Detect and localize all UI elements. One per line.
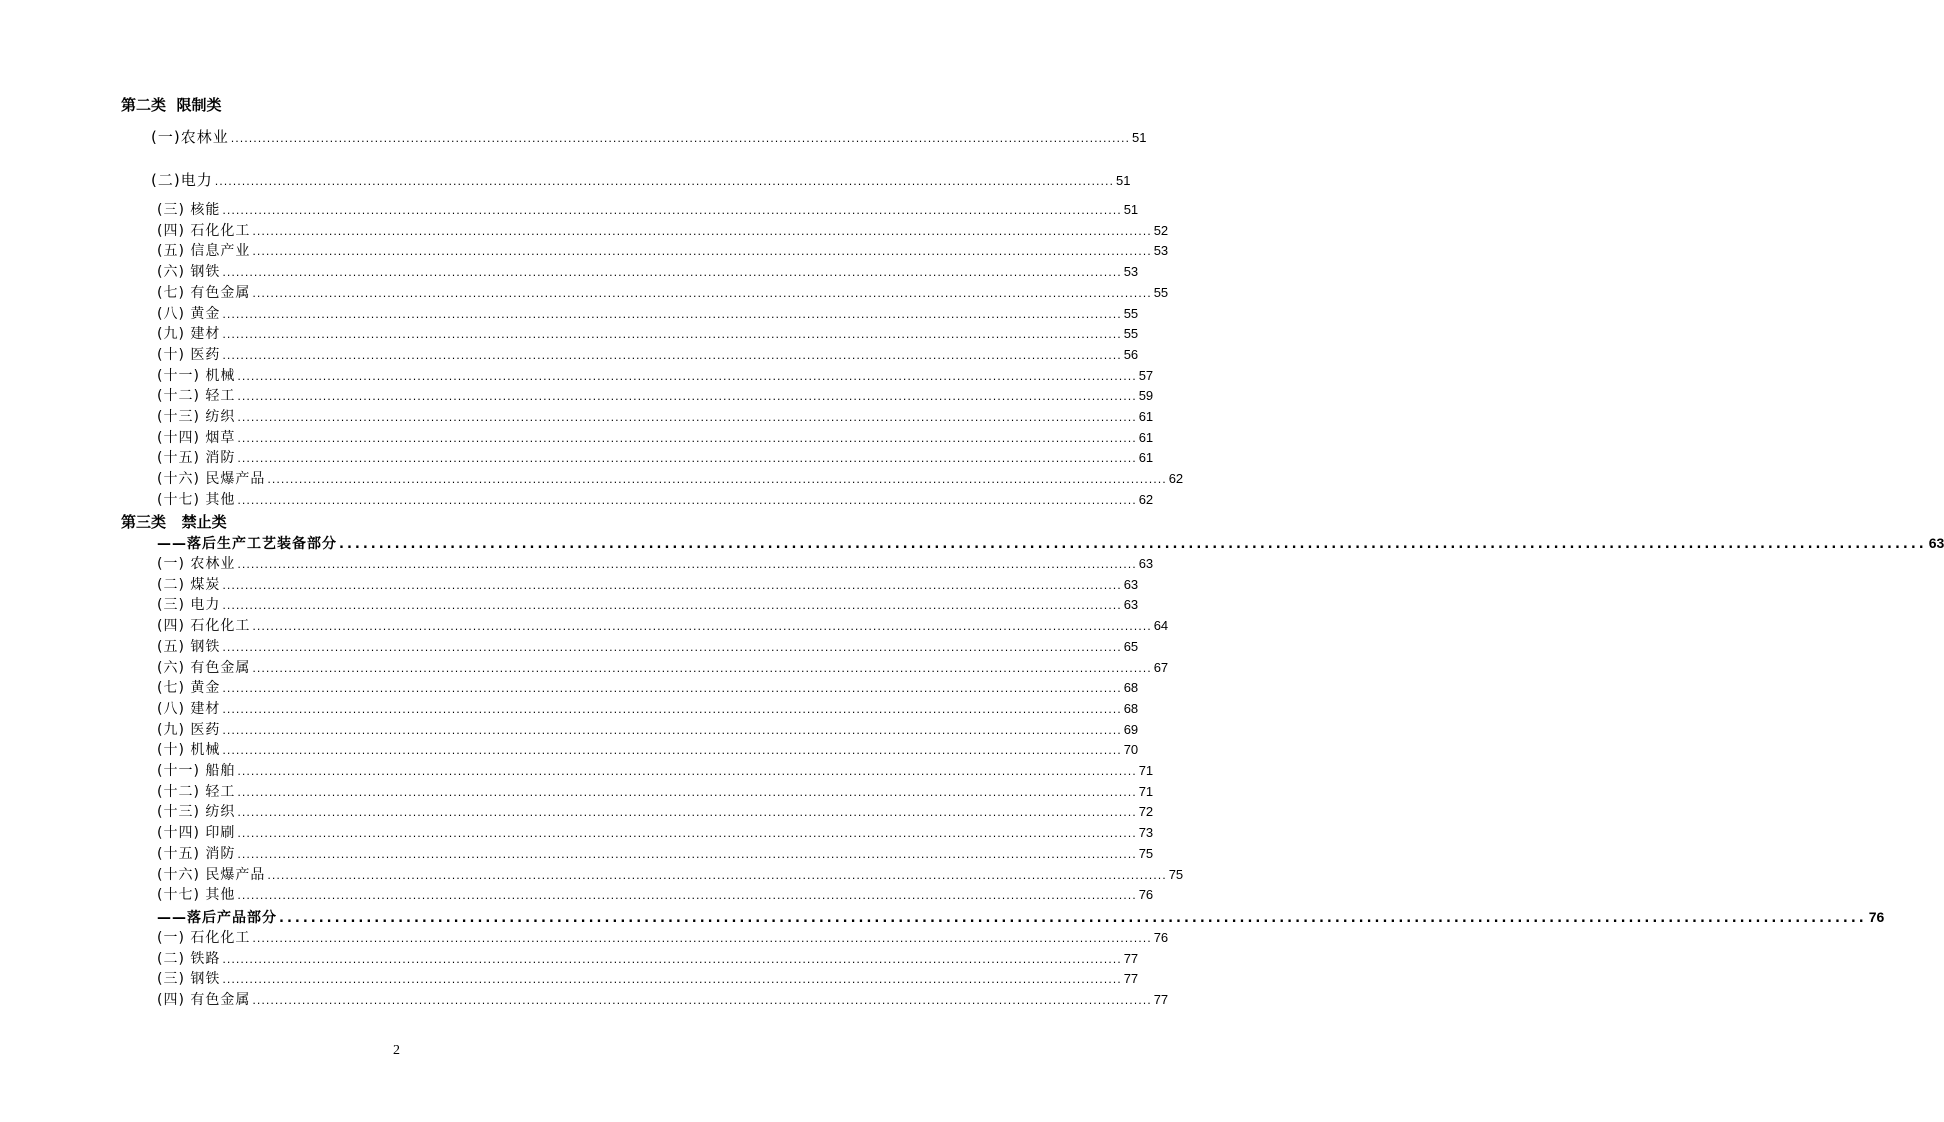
toc-leader-dots: ........................................................................................................................................................................................................ bbox=[252, 224, 1152, 238]
toc-entry-label: (一) 农林业 bbox=[157, 556, 236, 572]
toc-leader-dots: ........................................................................................................................................................................................................ bbox=[237, 806, 1137, 820]
toc-leader-dots: ........................................................................................................................................................................................................ bbox=[222, 328, 1122, 342]
toc-entry-page: 63 bbox=[1123, 576, 1139, 592]
toc-leader-dots: ........................................................................................................................................................................................................ bbox=[267, 868, 1167, 882]
toc-entry[interactable] bbox=[157, 949, 1139, 969]
toc-entry-label: (十) 医药 bbox=[157, 346, 221, 363]
toc-entry-label: (四) 有色金属 bbox=[157, 992, 251, 1009]
toc-entry[interactable] bbox=[157, 200, 1139, 220]
toc-leader-dots: ........................................................................................................................................................................................................ bbox=[222, 702, 1122, 716]
toc-entry[interactable] bbox=[157, 823, 1154, 843]
toc-entry-label: (十一) 船舶 bbox=[157, 763, 236, 779]
toc-entry[interactable] bbox=[157, 221, 1169, 241]
toc-leader-dots: ........................................................................................................................................................................................................ bbox=[237, 785, 1137, 799]
toc-leader-dots: ........................................................................................................................................................................................................ bbox=[339, 537, 1927, 552]
toc-entry-label: (二) 煤炭 bbox=[157, 576, 221, 593]
toc-entry-page: 75 bbox=[1168, 866, 1184, 882]
toc-entry-label: (十三) 纺织 bbox=[157, 409, 236, 425]
toc-leader-dots: ........................................................................................................................................................................................................ bbox=[252, 661, 1152, 675]
section-heading-restricted: 第二类 限制类 bbox=[121, 96, 222, 114]
toc-leader-dots: ........................................................................................................................................................................................................ bbox=[230, 132, 1131, 145]
toc-leader-dots: ........................................................................................................................................................................................................ bbox=[237, 411, 1137, 424]
toc-entry-page: 55 bbox=[1123, 305, 1139, 321]
toc-leader-dots: ........................................................................................................................................................................................................ bbox=[237, 889, 1137, 903]
toc-entry[interactable] bbox=[157, 928, 1169, 948]
toc-entry-page: 61 bbox=[1138, 450, 1154, 466]
toc-entry-page: 63 bbox=[1123, 597, 1139, 613]
toc-leader-dots: ........................................................................................................................................................................................................ bbox=[222, 744, 1122, 758]
toc-leader-dots: ........................................................................................................................................................................................................ bbox=[222, 682, 1122, 696]
toc-entry-page: 71 bbox=[1138, 783, 1154, 799]
toc-entry[interactable] bbox=[157, 386, 1154, 406]
toc-entry-label: (十三) 纺织 bbox=[157, 804, 236, 821]
toc-entry[interactable] bbox=[157, 283, 1169, 303]
toc-entry[interactable] bbox=[157, 448, 1154, 468]
section-heading-prohibited: 第三类 禁止类 bbox=[121, 513, 227, 531]
toc-entry-label: (二)电力 bbox=[151, 171, 213, 189]
toc-subsection-page: 76 bbox=[1868, 909, 1885, 925]
toc-entry[interactable] bbox=[157, 802, 1154, 822]
toc-subsection-page: 63 bbox=[1928, 535, 1944, 551]
toc-leader-dots: ........................................................................................................................................................................................................ bbox=[222, 599, 1122, 613]
toc-entry-page: 53 bbox=[1123, 264, 1139, 280]
toc-entry-page: 76 bbox=[1153, 930, 1169, 945]
toc-subsection-outdated-processes[interactable] bbox=[157, 533, 1944, 553]
toc-entry-page: 57 bbox=[1138, 367, 1154, 383]
toc-entry-label: (八) 建材 bbox=[157, 700, 221, 717]
toc-entry-page: 72 bbox=[1138, 804, 1154, 820]
toc-entry-label: (三) 电力 bbox=[157, 597, 221, 614]
toc-leader-dots: ........................................................................................................................................................................................................ bbox=[237, 827, 1137, 841]
toc-entry-page: 51 bbox=[1116, 173, 1131, 188]
toc-entry-page: 55 bbox=[1123, 326, 1139, 342]
toc-entry[interactable] bbox=[157, 469, 1184, 489]
toc-entry-page: 64 bbox=[1153, 618, 1169, 634]
toc-entry[interactable] bbox=[157, 969, 1139, 989]
toc-entry-label: (二) 铁路 bbox=[157, 950, 221, 967]
page-number-footer: 2 bbox=[393, 1043, 400, 1058]
toc-entry[interactable] bbox=[157, 844, 1154, 864]
toc-entry-label: (九) 医药 bbox=[157, 721, 221, 738]
toc-leader-dots: ........................................................................................................................................................................................................ bbox=[222, 723, 1122, 737]
toc-entry-label: (十) 机械 bbox=[157, 742, 221, 759]
toc-entry-label: (十六) 民爆产品 bbox=[157, 866, 266, 883]
toc-entry[interactable] bbox=[157, 678, 1139, 698]
toc-entry-page: 73 bbox=[1138, 825, 1154, 841]
toc-entry[interactable] bbox=[157, 595, 1139, 615]
toc-entry[interactable] bbox=[157, 304, 1139, 324]
toc-leader-dots: ........................................................................................................................................................................................................ bbox=[222, 307, 1122, 321]
toc-leader-dots: ........................................................................................................................................................................................................ bbox=[222, 348, 1122, 362]
toc-entry[interactable] bbox=[157, 885, 1154, 905]
toc-entry-label: (十四) 印刷 bbox=[157, 825, 236, 842]
toc-leader-dots: ........................................................................................................................................................................................................ bbox=[222, 266, 1122, 280]
toc-entry[interactable] bbox=[157, 616, 1169, 636]
toc-leader-dots: ........................................................................................................................................................................................................ bbox=[237, 390, 1137, 404]
toc-entry[interactable] bbox=[157, 262, 1139, 282]
toc-entry-page: 67 bbox=[1153, 659, 1169, 675]
toc-entry[interactable] bbox=[157, 658, 1169, 678]
toc-entry-page: 61 bbox=[1138, 429, 1154, 445]
toc-leader-dots: ........................................................................................................................................................................................................ bbox=[222, 578, 1122, 592]
toc-subsection-title: ——落后产品部分 bbox=[157, 910, 277, 926]
toc-entry-page: 63 bbox=[1138, 556, 1154, 571]
toc-leader-dots: ........................................................................................................................................................................................................ bbox=[237, 765, 1137, 778]
toc-leader-dots: ........................................................................................................................................................................................................ bbox=[222, 640, 1122, 654]
toc-entry[interactable] bbox=[157, 699, 1139, 719]
toc-entry[interactable] bbox=[157, 554, 1154, 574]
toc-leader-dots: ........................................................................................................................................................................................................ bbox=[237, 558, 1137, 571]
toc-leader-dots: ........................................................................................................................................................................................................ bbox=[237, 369, 1137, 383]
toc-entry-label: (四) 石化化工 bbox=[157, 618, 251, 635]
toc-entry[interactable] bbox=[157, 637, 1139, 657]
toc-entry-label: (十四) 烟草 bbox=[157, 429, 236, 446]
toc-entry-label: (十二) 轻工 bbox=[157, 388, 236, 405]
toc-entry[interactable] bbox=[157, 990, 1169, 1010]
toc-entry[interactable] bbox=[157, 720, 1139, 740]
toc-entry-label: (六) 有色金属 bbox=[157, 659, 251, 676]
toc-entry[interactable] bbox=[157, 407, 1154, 427]
toc-entry[interactable] bbox=[151, 170, 1131, 190]
toc-entry[interactable] bbox=[157, 782, 1154, 802]
toc-entry-page: 62 bbox=[1138, 491, 1154, 507]
toc-entry-label: (十二) 轻工 bbox=[157, 783, 236, 800]
toc-leader-dots: ........................................................................................................................................................................................................ bbox=[252, 620, 1152, 634]
toc-subsection-outdated-products[interactable] bbox=[157, 907, 1885, 927]
toc-entry-page: 68 bbox=[1123, 700, 1139, 716]
toc-leader-dots: ........................................................................................................................................................................................................ bbox=[252, 932, 1152, 945]
toc-entry-page: 76 bbox=[1138, 887, 1154, 903]
toc-entry-page: 53 bbox=[1153, 243, 1169, 259]
toc-entry-label: (七) 有色金属 bbox=[157, 284, 251, 301]
toc-entry-label: (十七) 其他 bbox=[157, 491, 236, 508]
toc-entry[interactable] bbox=[157, 490, 1154, 510]
toc-entry-label: (九) 建材 bbox=[157, 326, 221, 343]
toc-leader-dots: ........................................................................................................................................................................................................ bbox=[252, 245, 1152, 259]
toc-entry[interactable] bbox=[157, 345, 1139, 365]
toc-entry-page: 71 bbox=[1138, 763, 1154, 778]
toc-entry-page: 51 bbox=[1123, 202, 1139, 217]
toc-leader-dots: ........................................................................................................................................................................................................ bbox=[252, 286, 1152, 300]
toc-entry-page: 62 bbox=[1168, 471, 1184, 487]
toc-leader-dots: ........................................................................................................................................................................................................ bbox=[279, 911, 1867, 926]
toc-leader-dots: ........................................................................................................................................................................................................ bbox=[267, 473, 1167, 487]
toc-entry-page: 70 bbox=[1123, 742, 1139, 758]
toc-entry-label: (八) 黄金 bbox=[157, 305, 221, 322]
toc-entry[interactable] bbox=[157, 428, 1154, 448]
toc-leader-dots: ........................................................................................................................................................................................................ bbox=[237, 452, 1137, 466]
toc-entry-label: (四) 石化化工 bbox=[157, 222, 251, 239]
toc-entry-page: 77 bbox=[1123, 971, 1139, 987]
toc-entry-label: (十六) 民爆产品 bbox=[157, 471, 266, 488]
toc-leader-dots: ........................................................................................................................................................................................................ bbox=[222, 973, 1122, 987]
toc-entry-page: 61 bbox=[1138, 409, 1154, 424]
toc-entry-label: (三) 钢铁 bbox=[157, 971, 221, 988]
toc-entry-label: (十五) 消防 bbox=[157, 450, 236, 467]
toc-entry-label: (六) 钢铁 bbox=[157, 264, 221, 281]
toc-entry-label: (十五) 消防 bbox=[157, 845, 236, 862]
toc-entry-label: (七) 黄金 bbox=[157, 680, 221, 697]
toc-entry-page: 75 bbox=[1138, 845, 1154, 861]
toc-entry-label: (十一) 机械 bbox=[157, 367, 236, 384]
toc-entry[interactable] bbox=[157, 740, 1139, 760]
toc-leader-dots: ........................................................................................................................................................................................................ bbox=[237, 847, 1137, 861]
toc-leader-dots: ........................................................................................................................................................................................................ bbox=[214, 175, 1115, 188]
toc-entry-page: 68 bbox=[1123, 680, 1139, 696]
toc-entry[interactable] bbox=[157, 575, 1139, 595]
toc-leader-dots: ........................................................................................................................................................................................................ bbox=[237, 431, 1137, 445]
toc-leader-dots: ........................................................................................................................................................................................................ bbox=[222, 952, 1122, 966]
toc-leader-dots: ........................................................................................................................................................................................................ bbox=[237, 493, 1137, 507]
toc-entry-page: 65 bbox=[1123, 638, 1139, 654]
toc-entry[interactable] bbox=[157, 865, 1184, 885]
toc-entry-page: 55 bbox=[1153, 284, 1169, 300]
toc-entry-label: (五) 钢铁 bbox=[157, 638, 221, 655]
toc-entry[interactable] bbox=[151, 127, 1147, 147]
toc-entry-page: 56 bbox=[1123, 346, 1139, 362]
toc-entry-label: (三) 核能 bbox=[157, 202, 221, 218]
toc-entry-page: 52 bbox=[1153, 222, 1169, 238]
toc-entry-page: 69 bbox=[1123, 721, 1139, 737]
toc-entry-label: (五) 信息产业 bbox=[157, 243, 251, 260]
toc-entry[interactable] bbox=[157, 324, 1139, 344]
toc-entry-label: (一)农林业 bbox=[151, 128, 229, 146]
toc-entry-page: 77 bbox=[1123, 950, 1139, 966]
toc-leader-dots: ........................................................................................................................................................................................................ bbox=[252, 994, 1152, 1008]
toc-entry[interactable] bbox=[157, 761, 1154, 781]
toc-entry-page: 59 bbox=[1138, 388, 1154, 404]
toc-entry-page: 77 bbox=[1153, 992, 1169, 1008]
toc-entry[interactable] bbox=[157, 366, 1154, 386]
toc-entry-label: (十七) 其他 bbox=[157, 887, 236, 904]
toc-entry[interactable] bbox=[157, 241, 1169, 261]
toc-entry-label: (一) 石化化工 bbox=[157, 930, 251, 946]
toc-leader-dots: ........................................................................................................................................................................................................ bbox=[222, 204, 1122, 217]
toc-subsection-title: ——落后生产工艺装备部分 bbox=[157, 536, 337, 552]
toc-entry-page: 51 bbox=[1132, 130, 1147, 145]
